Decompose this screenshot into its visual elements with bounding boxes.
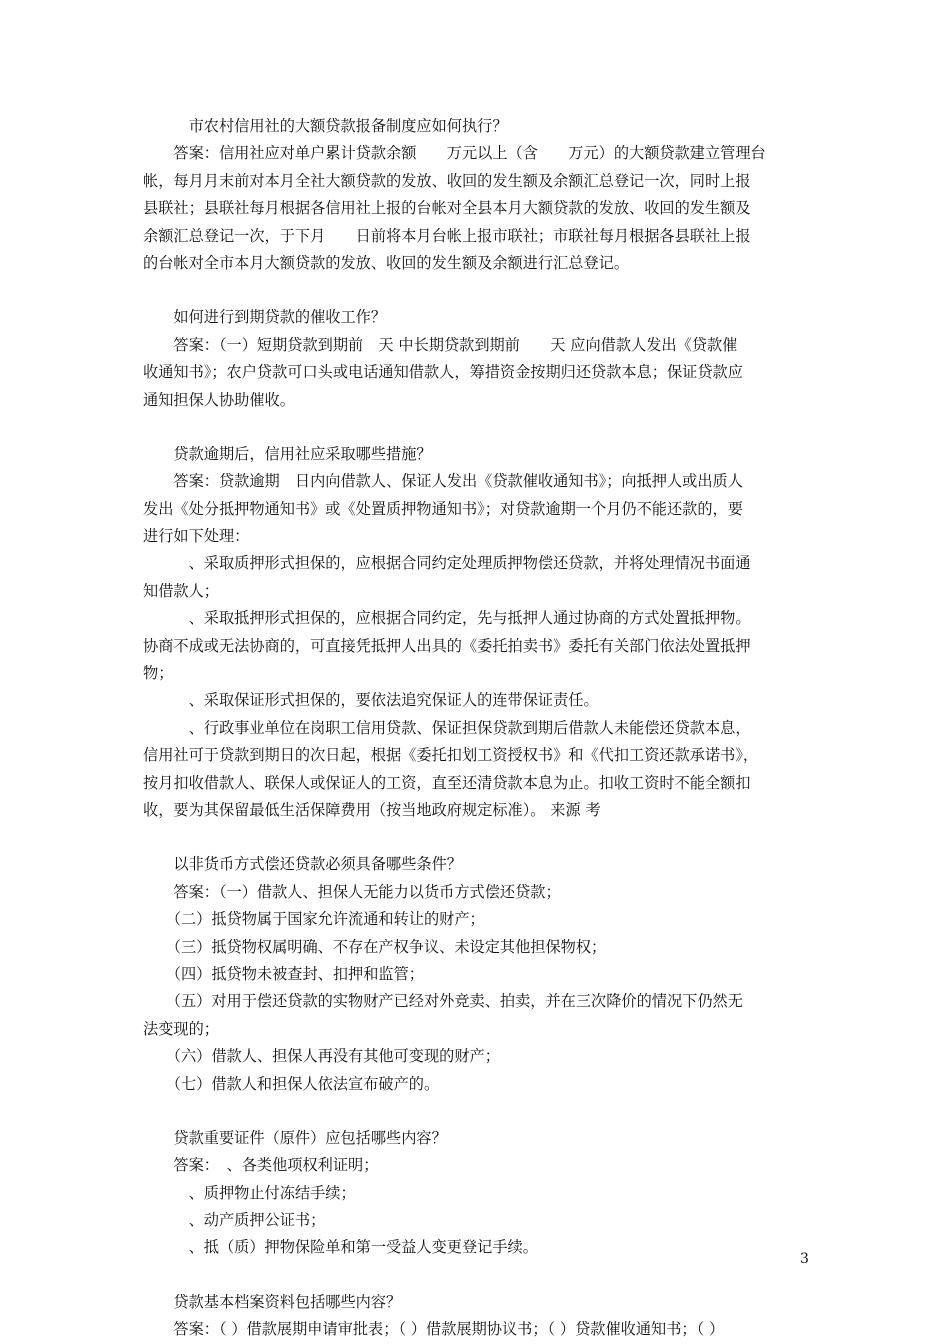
page-number: 3 (800, 1251, 809, 1267)
text-line: （二）抵贷物属于国家允许流通和转让的财产； (143, 910, 485, 929)
paragraph-gap (143, 1262, 807, 1289)
text-line: 知借款人； (143, 581, 219, 600)
question-line: 贷款逾期后，信用社应采取哪些措施？ (143, 444, 432, 463)
text-line: 帐，每月月末前对本月全社大额贷款的发放、收回的发生额及余额汇总登记一次，同时上报 (143, 171, 751, 190)
text-line: 、采取质押形式担保的，应根据合同约定处理质押物偿还贷款，并将处理情况书面通 (143, 554, 751, 573)
qa-section (143, 113, 807, 277)
question-line: 贷款重要证件（原件）应包括哪些内容？ (143, 1128, 447, 1147)
text-line: （四）抵贷物未被查封、扣押和监管； (143, 964, 424, 983)
paragraph-gap (143, 824, 807, 851)
text-line: 县联社；县联社每月根据各信用社上报的台帐对全县本月大额贷款的发放、收回的发生额及 (143, 199, 751, 218)
text-line: （三）抵贷物权属明确、不存在产权争议、未设定其他担保物权； (143, 937, 607, 956)
paragraph-gap (143, 1098, 807, 1125)
text-line: 答案：（一）借款人、担保人无能力以货币方式偿还贷款； (143, 882, 561, 901)
qa-section (143, 851, 807, 1098)
text-line: 答案：（一）短期贷款到期前 天 中长期贷款到期前 天 应向借款人发出《贷款催 (143, 335, 738, 354)
text-line: 、抵（质）押物保险单和第一受益人变更登记手续。 (143, 1238, 538, 1257)
text-line: 答案：信用社应对单户累计贷款余额 万元以上（含 万元）的大额贷款建立管理台 (143, 144, 766, 163)
text-line: （五）对用于偿还贷款的实物财产已经对外竞卖、拍卖，并在三次降价的情况下仍然无 (143, 992, 743, 1011)
paragraph-gap (143, 277, 807, 304)
text-line: 按月扣收借款人、联保人或保证人的工资，直至还清贷款本息为止。扣收工资时不能全额扣 (143, 773, 751, 792)
qa-section (143, 1125, 807, 1262)
document-body (143, 113, 807, 1344)
question-line: 如何进行到期贷款的催收工作？ (143, 308, 386, 327)
paragraph-gap (143, 414, 807, 441)
text-line: 、采取保证形式担保的，要依法追究保证人的连带保证责任。 (143, 691, 599, 710)
question-line: 贷款基本档案资料包括哪些内容？ (143, 1292, 402, 1311)
text-line: 协商不成或无法协商的，可直接凭抵押人出具的《委托拍卖书》委托有关部门依法处置抵押 (143, 636, 751, 655)
question-line: 市农村信用社的大额贷款报备制度应如何执行？ (143, 117, 508, 135)
qa-section (143, 441, 807, 824)
text-line: 答案：贷款逾期 日内向借款人、保证人发出《贷款催收通知书》；向抵押人或出质人 (143, 472, 743, 491)
text-line: 、采取抵押形式担保的，应根据合同约定，先与抵押人通过协商的方式处置抵押物。 (143, 609, 751, 628)
text-line: 物； (143, 664, 174, 683)
text-line: 的台帐对全市本月大额贷款的发放、收回的发生额及余额进行汇总登记。 (143, 253, 629, 272)
question-line: 以非货币方式偿还贷款必须具备哪些条件？ (143, 855, 462, 874)
text-line: 余额汇总登记一次，于下月 日前将本月台帐上报市联社；市联社每月根据各县联社上报 (143, 226, 751, 245)
text-line: 、行政事业单位在岗职工信用贷款、保证担保贷款到期后借款人未能偿还贷款本息， (143, 718, 751, 737)
qa-section (143, 1289, 807, 1344)
text-line: 法变现的； (143, 1019, 219, 1038)
text-line: 发出《处分抵押物通知书》或《处置质押物通知书》；对贷款逾期一个月仍不能还款的，要 (143, 499, 743, 518)
text-line: 通知担保人协助催收。 (143, 390, 295, 409)
text-line: 答案：（ ）借款展期申请审批表；（ ）借款展期协议书；（ ）贷款催收通知书；（ ） (143, 1320, 725, 1339)
text-line: （七）借款人和担保人依法宣布破产的。 (143, 1074, 440, 1093)
text-line: 、动产质押公证书； (143, 1211, 326, 1230)
text-line: 答案： 、各类他项权利证明； (143, 1156, 379, 1175)
text-line: 信用社可于贷款到期日的次日起，根据《委托扣划工资授权书》和《代扣工资还款承诺书》， (143, 746, 759, 765)
text-line: 收通知书》；农户贷款可口头或电话通知借款人，筹措资金按期归还贷款本息；保证贷款应 (143, 363, 743, 382)
text-line: 进行如下处理： (143, 527, 250, 546)
text-line: （六）借款人、担保人再没有其他可变现的财产； (143, 1047, 500, 1066)
text-line: 、质押物止付冻结手续； (143, 1183, 356, 1202)
qa-section (143, 304, 807, 414)
text-line: 收，要为其保留最低生活保障费用（按当地政府规定标准）。 来源 考 (143, 800, 601, 819)
